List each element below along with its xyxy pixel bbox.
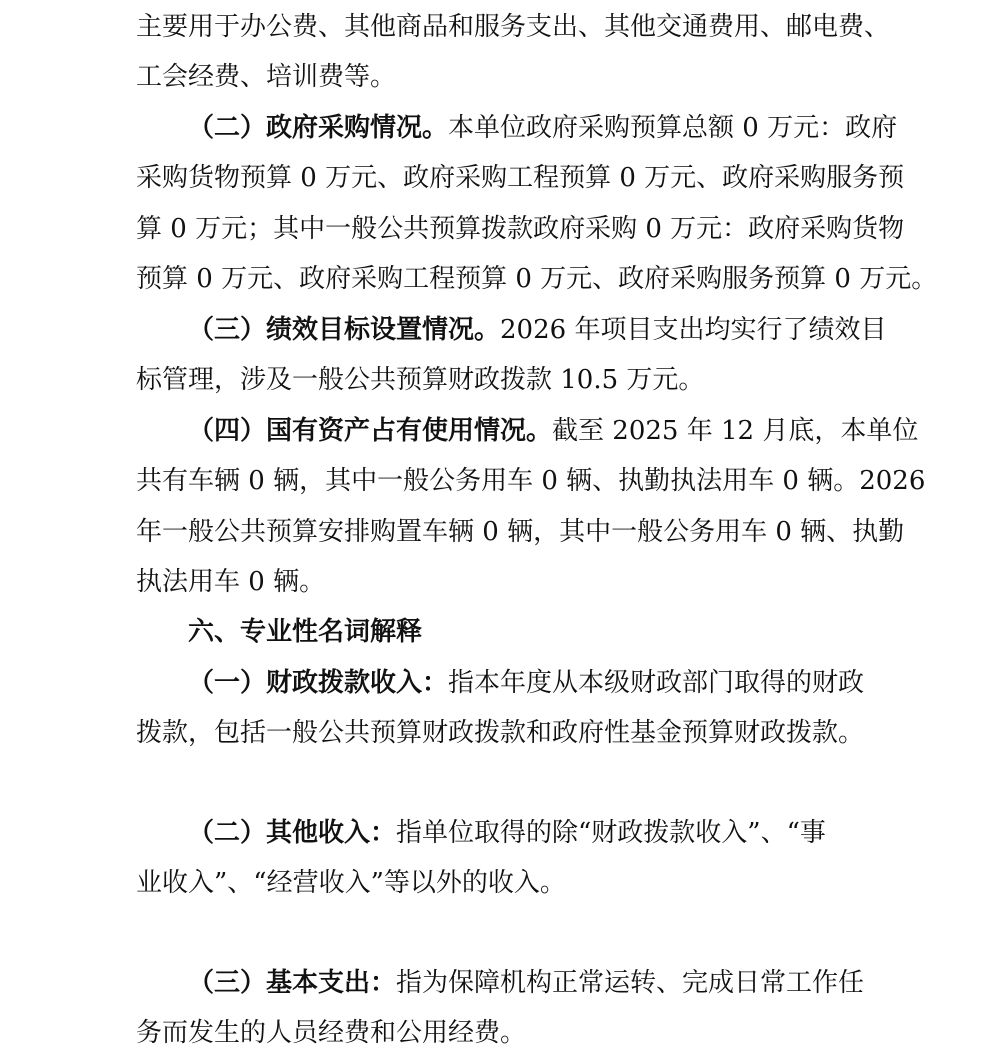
paragraph-line <box>136 254 938 304</box>
line-text: 工会经费、培训费等。 <box>136 62 397 92</box>
paragraph-line <box>136 153 905 203</box>
paragraph-line <box>136 708 896 758</box>
term-heading: （三）基本支出： <box>188 968 397 998</box>
line-text: 指为保障机构正常运转、完成日常工作任 <box>396 968 865 998</box>
line-text: 预算 0 万元、政府采购工程预算 0 万元、政府采购服务预算 0 万元。 <box>136 264 938 294</box>
subsection-heading: （二）政府采购情况。 <box>188 113 449 143</box>
term-heading: （二）其他收入： <box>188 818 397 848</box>
paragraph-line <box>136 507 905 557</box>
line-text: 算 0 万元；其中一般公共预算拨款政府采购 0 万元：政府采购货物 <box>136 214 905 244</box>
paragraph-line <box>136 557 896 607</box>
line-text: 拨款，包括一般公共预算财政拨款和政府性基金预算财政拨款。 <box>136 718 865 748</box>
line-text: 指本年度从本级财政部门取得的财政 <box>448 668 865 698</box>
paragraph-line <box>136 52 896 102</box>
paragraph-line <box>136 1008 896 1058</box>
paragraph-line <box>136 456 926 506</box>
paragraph-line <box>136 355 896 405</box>
paragraph-line <box>136 958 948 1008</box>
paragraph-line <box>136 2 896 52</box>
line-text: 采购货物预算 0 万元、政府采购工程预算 0 万元、政府采购服务预 <box>136 163 905 193</box>
line-text: 共有车辆 0 辆，其中一般公务用车 0 辆、执勤执法用车 0 辆。2026 <box>136 466 926 496</box>
line-text: 2026 年项目支出均实行了绩效目 <box>500 315 887 345</box>
subsection-heading: （三）绩效目标设置情况。 <box>188 315 501 345</box>
line-text: 指单位取得的除“财政拨款收入”、“事 <box>396 818 826 848</box>
subsection-heading: （四）国有资产占有使用情况。 <box>188 416 553 446</box>
paragraph-line <box>136 305 948 355</box>
paragraph-line <box>136 204 905 254</box>
paragraph-line <box>136 858 896 908</box>
line-text: 执法用车 0 辆。 <box>136 567 326 597</box>
term-heading: （一）财政拨款收入： <box>188 668 449 698</box>
line-text: 主要用于办公费、其他商品和服务支出、其他交通费用、邮电费、 <box>136 12 891 42</box>
paragraph-line <box>136 406 948 456</box>
line-text: 本单位政府采购预算总额 0 万元：政府 <box>448 113 898 143</box>
line-text: 年一般公共预算安排购置车辆 0 辆，其中一般公务用车 0 辆、执勤 <box>136 517 905 547</box>
line-text: 务而发生的人员经费和公用经费。 <box>136 1018 527 1048</box>
line-text: 截至 2025 年 12 月底，本单位 <box>552 416 919 446</box>
line-text: 标管理，涉及一般公共预算财政拨款 10.5 万元。 <box>136 365 705 395</box>
line-text: 业收入”、“经营收入”等以外的收入。 <box>136 868 566 898</box>
paragraph-line <box>136 808 948 858</box>
paragraph-line <box>136 103 948 153</box>
section-heading: 六、专业性名词解释 <box>188 617 423 647</box>
paragraph-line <box>136 658 948 708</box>
